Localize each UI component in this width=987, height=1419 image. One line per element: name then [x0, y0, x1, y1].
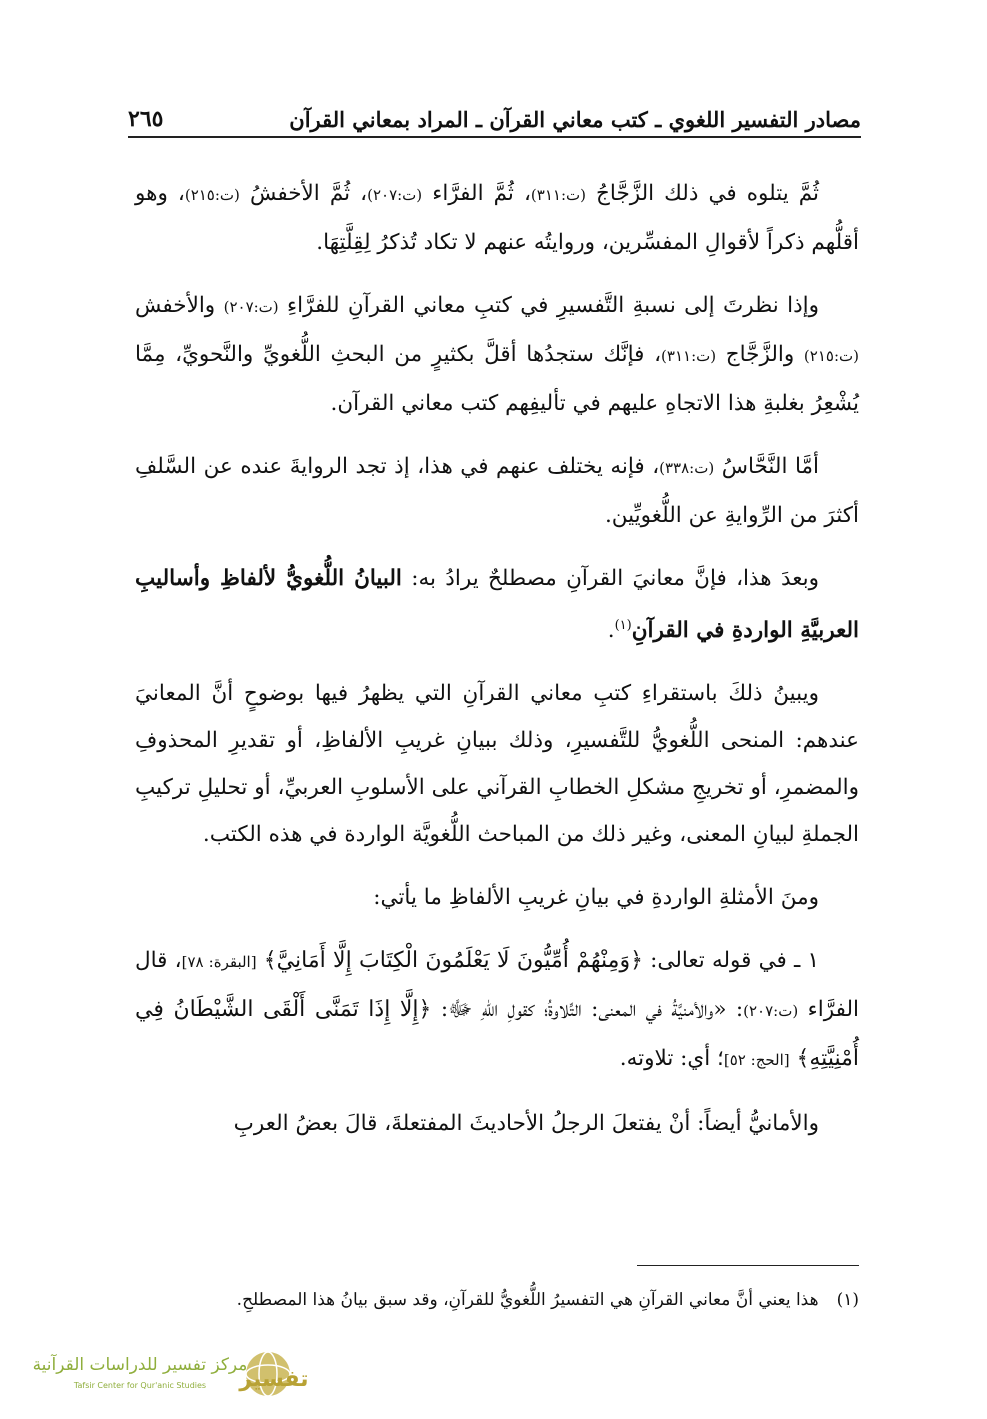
logo-name-ar: مركز تفسير للدراسات القرآنية: [32, 1355, 248, 1375]
paragraph-7: ١ ـ في قوله تعالى: ﴿وَمِنْهُمْ أُمِّيُّونَ لَا يَعْلَمُونَ الْكِتَابَ إِلَّا أَمَانِيَّ﴾ [البقرة: ٧٨]، قال الفرَّاء (ت:٢٠٧): «والأمنيَّةُ في المعنى: التِّلاوةُ؛ كقولِ اللهِ ﷻ: ﴿إِلَّا إِذَا تَمَنَّى أَلْقَى الشَّيْطَانُ فِي أُمْنِيَّتِهِ﴾ [الحج: ٥٢]؛ أي: تلاوته.: [135, 948, 859, 1072]
logo-name-en: Tafsir Center for Qur'anic Studies: [73, 1381, 207, 1390]
paragraph-4: وبعدَ هذا، فإنَّ معانيَ القرآنِ مصطلحٌ يرادُ به: البيانُ اللُّغويُّ لألفاظِ وأساليبِ العربيَّةِ الواردةِ في القرآنِ$^{(١)}$.: [135, 566, 859, 644]
verse-reference: [الحج: ٥٢]: [723, 1051, 790, 1070]
paragraph-2: وإذا نظرتَ إلى نسبةِ التَّفسيرِ في كتبِ معاني القرآنِ للفرَّاءِ (ت:٢٠٧) والأخفش (ت:٢١٥) والزَّجَّاج (ت:٣١١)، فإنَّك ستجدُها أقلَّ بكثيرٍ من البحثِ اللُّغويِّ والنَّحويِّ، مِمَّا يُشْعِرُ بغلبةِ هذا الاتجاهِ عليهم في تأليفِهم كتب معاني القرآن.: [135, 293, 859, 416]
paragraph-5: ويبينُ ذلكَ باستقراءِ كتبِ معاني القرآنِ التي يظهرُ فيها بوضوحٍ أنَّ المعانيَ عندهم: المنحى اللُّغويُّ للتَّفسيرِ، وذلك ببيانِ غريبِ الألفاظِ، أو تقديرِ المحذوفِ والمضمرِ، أو تخريجِ مشكلِ الخطابِ القرآني على الأسلوبِ العربيِّ، أو تحليلِ تركيبِ الجملةِ لبيانِ المعنى، وغير ذلك من المباحث اللُّغويَّة الواردة في هذه الكتب.: [135, 681, 859, 848]
quran-verse: ﴿إِلَّا إِذَا تَمَنَّى أَلْقَى الشَّيْطَانُ فِي أُمْنِيَّتِهِ﴾: [135, 997, 859, 1072]
paragraph-1: ثُمَّ يتلوه في ذلك الزَّجَّاجُ (ت:٣١١)، ثُمَّ الفرَّاء (ت:٢٠٧)، ثُمَّ الأخفشُ (ت:٢١٥)، وهو أقلُّهم ذكراً لأقوالِ المفسِّرين، وروايتُه عنهم لا تكاد تُذكرُ لِقِلَّتِهَا.: [135, 181, 859, 255]
paragraph-8: والأمانيُّ أيضاً: أنْ يفتعلَ الرجلُ الأحاديثَ المفتعلةَ، قالَ بعضُ العربِ: [233, 1111, 819, 1137]
footnote-ref: (١): [614, 618, 632, 633]
paragraph-6: ومنَ الأمثلةِ الواردةِ في بيانِ غريبِ الألفاظِ ما يأتي:: [373, 885, 819, 911]
header-title: مصادر التفسير اللغوي ـ كتب معاني القرآن ـ المراد بمعاني القرآن: [289, 107, 861, 132]
footnote-text: هذا يعني أنَّ معاني القرآنِ هي التفسيرُ اللُّغويُّ للقرآنِ، وقد سبق بيانُ هذا المصطلحِ.: [236, 1290, 819, 1310]
paragraph-3: أمَّا النَّحَّاسُ (ت:٣٣٨)، فإنه يختلف عنهم في هذا، إذ تجد الروايةَ عنده عن السَّلفِ أكثرَ من الرِّوايةِ عن اللُّغويِّين.: [135, 454, 859, 528]
definition-bold: البيانُ اللُّغويُّ لألفاظِ وأساليبِ العربيَّةِ الواردةِ في القرآنِ: [135, 566, 859, 644]
footnote-divider: [637, 1265, 859, 1266]
footnote: [128, 1286, 859, 1314]
main-text: [135, 170, 859, 1163]
logo-mark: تفسير: [239, 1367, 309, 1392]
quran-verse: ﴿وَمِنْهُمْ أُمِّيُّونَ لَا يَعْلَمُونَ الْكِتَابَ إِلَّا أَمَانِيَّ﴾: [263, 948, 643, 974]
footnote-number: (١): [836, 1290, 859, 1310]
page-number: ٢٦٥: [128, 106, 164, 132]
tafsir-center-logo: [30, 1340, 309, 1410]
running-header: [128, 92, 861, 138]
verse-reference: [البقرة: ٧٨]: [181, 953, 257, 972]
